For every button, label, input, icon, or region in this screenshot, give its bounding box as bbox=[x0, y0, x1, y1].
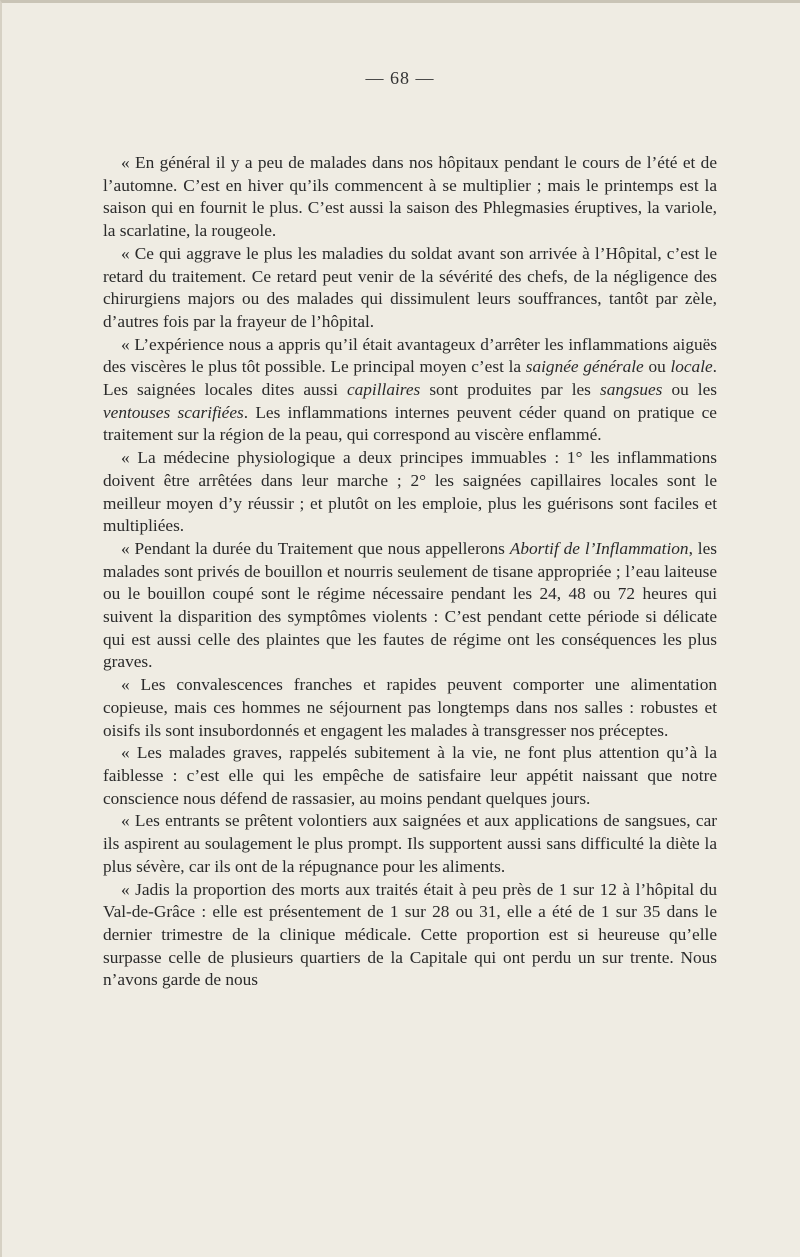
text-run: « L’expérience nous a appris qu’il était avantageux d’arrêter les inflammations aiguës des viscères le plus tôt possible. Le principal moyen c’est la bbox=[103, 334, 717, 377]
text-run: ou bbox=[643, 357, 671, 377]
text-run: « Jadis la proportion des morts aux traités était à peu près de 1 sur 12 à l’hôpital du Val-de-Grâce : elle est présentement de 1 sur 28 ou 31, elle a été de 1 sur 35 dans le dernier trimestre de la clinique médicale. Cette proportion est si heureuse qu’elle surpasse celle de plusieurs quartiers de la Capitale qui ont perdu un sur trente. Nous n’avons garde de nous bbox=[103, 879, 717, 990]
text-run: . Les inflammations internes peuvent céder quand on pratique ce traitement sur la région de la peau, qui correspond au viscère enflammé. bbox=[103, 402, 717, 445]
paragraph bbox=[103, 879, 717, 993]
page-number: — 68 — bbox=[365, 68, 435, 88]
paragraph bbox=[103, 334, 717, 448]
text-run: sont produites par les bbox=[420, 380, 600, 400]
text-run: « En général il y a peu de malades dans nos hôpitaux pendant le cours de l’été et de l’automne. C’est en hiver qu’ils commencent à se multiplier ; mais le printemps est la saison qui en fournit le plus. C’est aussi la saison des Phlegmasies éruptives, la variole, la scarlatine, la rougeole. bbox=[103, 153, 717, 241]
italic-text: Abortif de l’Inflammation bbox=[509, 538, 689, 558]
paragraph bbox=[103, 447, 717, 538]
paragraph bbox=[103, 538, 717, 674]
text-run: « La médecine physiologique a deux principes immuables : 1° les inflammations doivent être arrêtées dans leur marche ; 2° les saignées capillaires locales sont le meilleur moyen d’y réussir ; et plutôt on les emploie, plus les guérisons sont faciles et multipliées. bbox=[103, 448, 717, 536]
text-run: « Les malades graves, rappelés subitement à la vie, ne font plus attention qu’à la faiblesse : c’est elle qui les empêche de satisfaire leur appétit naissant que notre conscience nous défend de rassasier, au moins pendant quelques jours. bbox=[103, 743, 717, 808]
text-run: « Ce qui aggrave le plus les maladies du soldat avant son arrivée à l’Hôpital, c’est le retard du traitement. Ce retard peut venir de la sévérité des chefs, de la négligence des chirurgiens majors ou des malades qui dissimulent leurs souffrances, tantôt par zèle, d’autres fois par la frayeur de l’hôpital. bbox=[103, 243, 717, 331]
text-run: « Les convalescences franches et rapides peuvent comporter une alimentation copieuse, mais ces hommes ne séjournent pas longtemps dans nos salles : robustes et oisifs ils sont insubordonnés et engagent les malades à transgresser nos préceptes. bbox=[103, 675, 717, 740]
italic-text: ventouses scarifiées bbox=[103, 402, 244, 422]
paragraph bbox=[103, 243, 717, 334]
text-run: , les malades sont privés de bouillon et nourris seulement de tisane appropriée ; l’eau laiteuse ou le bouillon coupé sont le régime nécessaire pendant les 24, 48 ou 72 heures qui suivent la disparition des symptômes violents : C’est pendant cette période si délicate qui est aussi celle des plaintes que les fautes de régime ont les conséquences les plus graves. bbox=[103, 538, 717, 672]
paragraph bbox=[103, 810, 717, 878]
italic-text: locale bbox=[670, 357, 713, 377]
paragraph bbox=[103, 674, 717, 742]
italic-text: capillaires bbox=[346, 380, 421, 400]
paragraph bbox=[103, 742, 717, 810]
text-body bbox=[103, 152, 717, 992]
text-run: ou les bbox=[662, 380, 717, 400]
italic-text: saignée générale bbox=[525, 357, 644, 377]
italic-text: sangsues bbox=[599, 380, 663, 400]
text-run: . Les saignées locales dites aussi bbox=[103, 357, 717, 400]
text-run: « Les entrants se prêtent volontiers aux saignées et aux applications de sangsues, car ils aspirent au soulagement le plus prompt. Ils supportent aussi sans difficulté la diète la plus sévère, car ils ont de la répugnance pour les aliments. bbox=[103, 811, 717, 876]
paragraph bbox=[103, 152, 717, 243]
text-run: « Pendant la durée du Traitement que nous appellerons bbox=[121, 538, 510, 558]
